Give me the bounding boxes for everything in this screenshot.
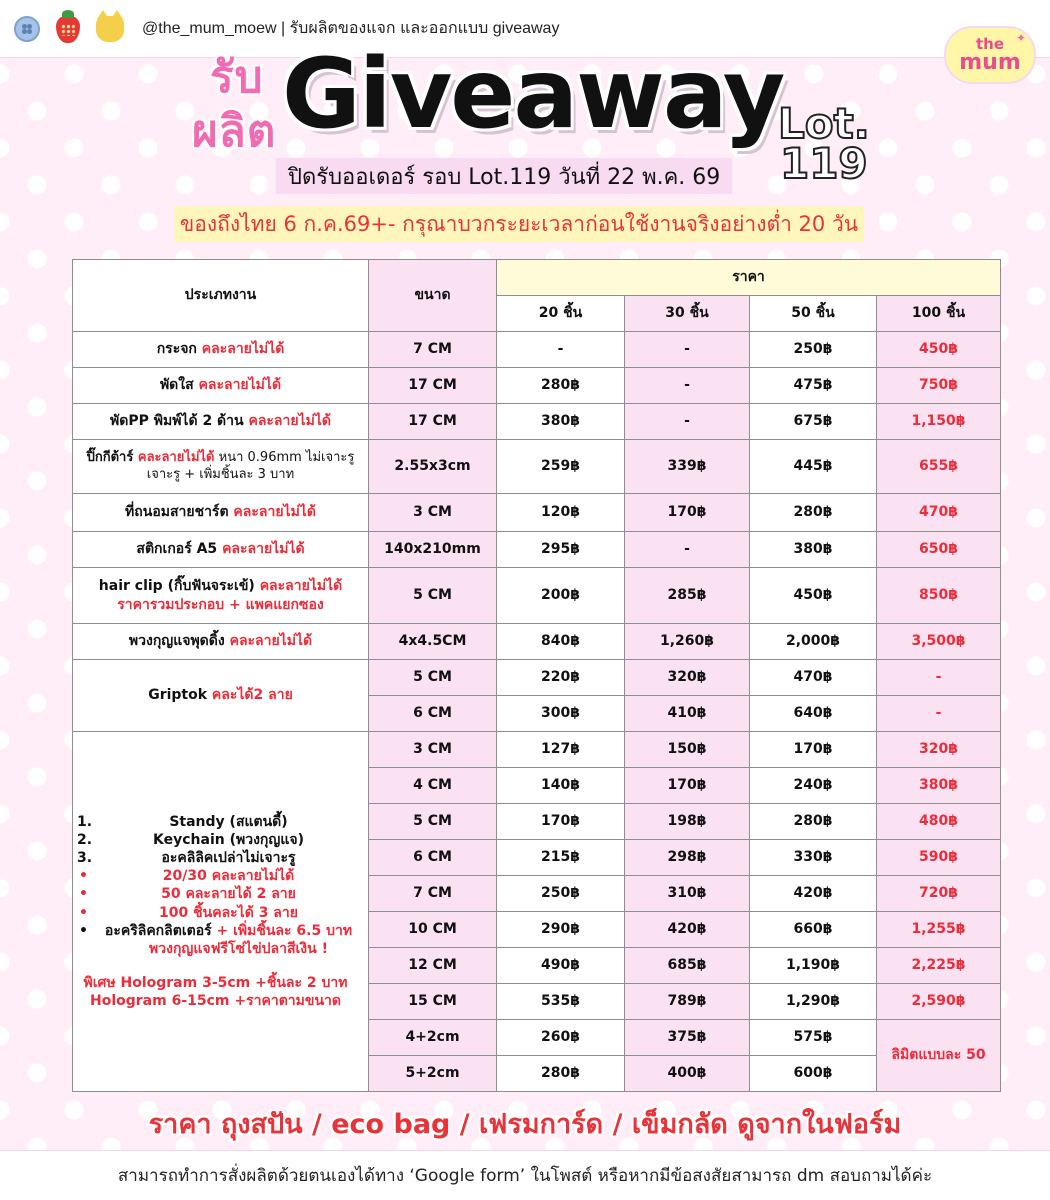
price-20: 220฿ (497, 660, 625, 696)
contact-bar (0, 1150, 1050, 1200)
size-cell: 12 CM (369, 948, 497, 984)
price-30: 150฿ (625, 732, 750, 768)
price-30: 410฿ (625, 696, 750, 732)
cell-text: hair clip (กิ๊บฟันจระเข้) (98, 578, 260, 595)
price-20: 280฿ (497, 1056, 625, 1092)
price-30: 339฿ (625, 440, 750, 494)
cat-icon (96, 16, 124, 42)
size-cell: 140x210mm (369, 532, 497, 568)
closing-date: ปิดรับออเดอร์ รอบ Lot.119 วันที่ 22 พ.ค. 69 (276, 158, 732, 194)
cell-text: คละลายไม่ได้ (233, 504, 316, 521)
price-50: 380฿ (750, 532, 877, 568)
cell-text: Griptok (148, 687, 212, 704)
price-50: 2,000฿ (750, 624, 877, 660)
price-20: 259฿ (497, 440, 625, 494)
price-50: 250฿ (750, 332, 877, 368)
lot-badge (778, 99, 870, 188)
price-100: 450฿ (877, 332, 1001, 368)
price-50: 600฿ (750, 1056, 877, 1092)
price-20: 140฿ (497, 768, 625, 804)
price-20: 380฿ (497, 404, 625, 440)
product-name (73, 440, 369, 494)
size-cell: 5 CM (369, 660, 497, 696)
price-30: 420฿ (625, 912, 750, 948)
price-30: - (625, 404, 750, 440)
limit-note: ลิมิตแบบละ 50 (877, 1020, 1001, 1092)
cell-text: คละลายไม่ได้ (248, 413, 331, 430)
cell-text: Keychain (พวงกุญแจ) (153, 831, 304, 848)
price-20: 120฿ (497, 494, 625, 532)
size-cell: 5 CM (369, 568, 497, 624)
table-row (73, 532, 1001, 568)
cell-text: 1. (77, 813, 93, 830)
product-name (73, 368, 369, 404)
strawberry-icon (56, 15, 80, 43)
price-20: 840฿ (497, 624, 625, 660)
size-cell: 10 CM (369, 912, 497, 948)
hologram-note-1: พิเศษ Hologram 3-5cm +ชิ้นละ 2 บาท (83, 975, 348, 992)
lot-label: Lot. (778, 99, 870, 148)
page-title: Giveaway (282, 38, 784, 150)
acrylic-item (77, 813, 364, 831)
cell-text: คละลายไม่ได้ (222, 541, 305, 558)
table-row (73, 660, 1001, 696)
price-100: - (877, 696, 1001, 732)
size-cell: 4 CM (369, 768, 497, 804)
cell-text: 3. (77, 849, 93, 866)
product-name (73, 660, 369, 732)
price-50: 240฿ (750, 768, 877, 804)
price-50: 330฿ (750, 840, 877, 876)
size-cell: 17 CM (369, 404, 497, 440)
price-30: 1,260฿ (625, 624, 750, 660)
header-qty-100: 100 ชิ้น (877, 296, 1001, 332)
price-30: 285฿ (625, 568, 750, 624)
cell-text: + เพิ่มชิ้นละ 6.5 บาท (211, 922, 353, 939)
price-30: 170฿ (625, 768, 750, 804)
size-cell: 3 CM (369, 732, 497, 768)
mix-rule: • 100 ชิ้นคละได้ 3 ลาย (77, 904, 364, 922)
price-100: 850฿ (877, 568, 1001, 624)
cell-text: พัดใส (159, 377, 199, 394)
price-30: 310฿ (625, 876, 750, 912)
size-cell: 15 CM (369, 984, 497, 1020)
header-qty-30: 30 ชิ้น (625, 296, 750, 332)
header-qty-20: 20 ชิ้น (497, 296, 625, 332)
contact-text: สามารถทำการสั่งผลิตด้วยตนเองได้ทาง ‘Google form’ ในโพสต์ หรือหากมีข้อสงสัยสามารถ dm สอบถามได้ค่ะ (117, 1166, 933, 1186)
price-100: 470฿ (877, 494, 1001, 532)
header-qty-50: 50 ชิ้น (750, 296, 877, 332)
shop-handle: @the_mum_moew | รับผลิตของแจก และออกแบบ giveaway (142, 20, 560, 37)
header-price: ราคา (497, 260, 1001, 296)
lot-number: 119 (779, 138, 868, 188)
price-30: - (625, 532, 750, 568)
cell-text: สติกเกอร์ A5 (136, 541, 223, 558)
table-row (73, 332, 1001, 368)
cell-text: เจาะรู + เพิ่มชิ้นละ 3 บาท (146, 466, 295, 482)
table-row (73, 568, 1001, 624)
product-name (73, 624, 369, 660)
price-100: 480฿ (877, 804, 1001, 840)
mix-rule: • 20/30 คละลายไม่ได้ (77, 867, 364, 885)
price-50: 575฿ (750, 1020, 877, 1056)
price-30: 298฿ (625, 840, 750, 876)
table-row (73, 624, 1001, 660)
price-20: - (497, 332, 625, 368)
price-20: 200฿ (497, 568, 625, 624)
price-20: 215฿ (497, 840, 625, 876)
cell-text: กระจก (156, 341, 202, 358)
price-30: 170฿ (625, 494, 750, 532)
price-30: 375฿ (625, 1020, 750, 1056)
price-50: 420฿ (750, 876, 877, 912)
price-30: 685฿ (625, 948, 750, 984)
price-20: 127฿ (497, 732, 625, 768)
cell-text: ที่ถนอมสายชาร์ต (125, 504, 234, 521)
size-cell: 5+2cm (369, 1056, 497, 1092)
size-cell: 6 CM (369, 696, 497, 732)
size-cell: 4+2cm (369, 1020, 497, 1056)
product-name (73, 332, 369, 368)
product-name (73, 568, 369, 624)
price-50: 470฿ (750, 660, 877, 696)
price-100: 655฿ (877, 440, 1001, 494)
acrylic-item (77, 849, 364, 867)
star-icon: ✦ (1015, 31, 1026, 45)
price-50: 1,190฿ (750, 948, 877, 984)
cell-text: คละลายไม่ได้ (229, 633, 313, 650)
header-size: ขนาด (369, 260, 497, 332)
table-row (73, 404, 1001, 440)
logo-line-1: the (975, 34, 1005, 53)
the-mum-logo (944, 26, 1036, 84)
size-cell: 5 CM (369, 804, 497, 840)
price-100: 1,150฿ (877, 404, 1001, 440)
product-name (73, 404, 369, 440)
table-row (73, 732, 1001, 768)
price-20: 535฿ (497, 984, 625, 1020)
price-table (72, 259, 1001, 1092)
cell-text: พวงกุญแจพุดดิ้ง (128, 633, 230, 650)
size-cell: 2.55x3cm (369, 440, 497, 494)
price-30: 198฿ (625, 804, 750, 840)
cell-text: คละลายไม่ได้ (137, 449, 215, 465)
size-cell: 7 CM (369, 332, 497, 368)
price-50: 1,290฿ (750, 984, 877, 1020)
price-30: 789฿ (625, 984, 750, 1020)
price-100: 2,225฿ (877, 948, 1001, 984)
price-30: - (625, 332, 750, 368)
price-50: 450฿ (750, 568, 877, 624)
price-50: 445฿ (750, 440, 877, 494)
price-20: 300฿ (497, 696, 625, 732)
cell-text: พัดPP พิมพ์ได้ 2 ด้าน (110, 413, 249, 430)
cell-text: อะคลิลิคเปล่าไม่เจาะรู (161, 849, 296, 866)
size-cell: 7 CM (369, 876, 497, 912)
price-30: - (625, 368, 750, 404)
hologram-note-2: Hologram 6-15cm +ราคาตามขนาด (90, 993, 341, 1010)
price-100: 590฿ (877, 840, 1001, 876)
table-row (73, 368, 1001, 404)
cell-text: คละลายไม่ได้ (198, 377, 282, 394)
cell-text: Standy (สแตนดี้) (169, 813, 288, 830)
product-name (73, 494, 369, 532)
glitter-note (77, 922, 364, 940)
price-100: 320฿ (877, 732, 1001, 768)
logo-line-2: mum (959, 49, 1021, 75)
price-50: 475฿ (750, 368, 877, 404)
cell-text: หนา 0.96mm ไม่เจาะรู (214, 449, 355, 465)
price-50: 170฿ (750, 732, 877, 768)
price-100: 1,255฿ (877, 912, 1001, 948)
header-type: ประเภทงาน (73, 260, 369, 332)
price-30: 320฿ (625, 660, 750, 696)
price-20: 260฿ (497, 1020, 625, 1056)
stamp-text-1: รับ (210, 52, 264, 103)
price-50: 675฿ (750, 404, 877, 440)
price-20: 250฿ (497, 876, 625, 912)
acrylic-item (77, 831, 364, 849)
cell-text: 2. (77, 831, 93, 848)
product-name (73, 532, 369, 568)
price-100: 650฿ (877, 532, 1001, 568)
price-100: 750฿ (877, 368, 1001, 404)
mix-rule: • 50 คละลายได้ 2 ลาย (77, 885, 364, 903)
size-cell: 4x4.5CM (369, 624, 497, 660)
price-20: 295฿ (497, 532, 625, 568)
table-row (73, 494, 1001, 532)
price-20: 280฿ (497, 368, 625, 404)
price-100: 3,500฿ (877, 624, 1001, 660)
cell-text: อะคริลิคกลิตเตอร์ (104, 922, 212, 939)
cell-text: ราคารวมประกอบ + แพคแยกซอง (117, 596, 324, 613)
price-50: 280฿ (750, 804, 877, 840)
price-100: 720฿ (877, 876, 1001, 912)
cell-text: คละลายไม่ได้ (201, 341, 285, 358)
button-icon (14, 16, 40, 42)
cell-text: ปิ๊กกีต้าร์ (86, 449, 138, 465)
price-20: 490฿ (497, 948, 625, 984)
extra-price-note: ราคา ถุงสปัน / eco bag / เฟรมการ์ด / เข็มกลัด ดูจากในฟอร์ม (148, 1109, 902, 1140)
price-20: 290฿ (497, 912, 625, 948)
cell-text: คละได้2 ลาย (211, 687, 293, 704)
table-row (73, 440, 1001, 494)
price-50: 640฿ (750, 696, 877, 732)
size-cell: 6 CM (369, 840, 497, 876)
price-50: 280฿ (750, 494, 877, 532)
price-50: 660฿ (750, 912, 877, 948)
glitter-note-2: พวงกุญแจฟรีโซ่ไข่ปลาสีเงิน ! (149, 940, 328, 957)
acrylic-notes (73, 732, 369, 1092)
cell-text: คละลายไม่ได้ (259, 578, 343, 595)
price-100: - (877, 660, 1001, 696)
size-cell: 3 CM (369, 494, 497, 532)
price-30: 400฿ (625, 1056, 750, 1092)
stamp-text-2: ผลิต (192, 106, 277, 157)
price-100: 2,590฿ (877, 984, 1001, 1020)
price-20: 170฿ (497, 804, 625, 840)
size-cell: 17 CM (369, 368, 497, 404)
arrival-note: ของถึงไทย 6 ก.ค.69+- กรุณาบวกระยะเวลาก่อนใช้งานจริงอย่างต่ำ 20 วัน (174, 206, 864, 242)
price-100: 380฿ (877, 768, 1001, 804)
